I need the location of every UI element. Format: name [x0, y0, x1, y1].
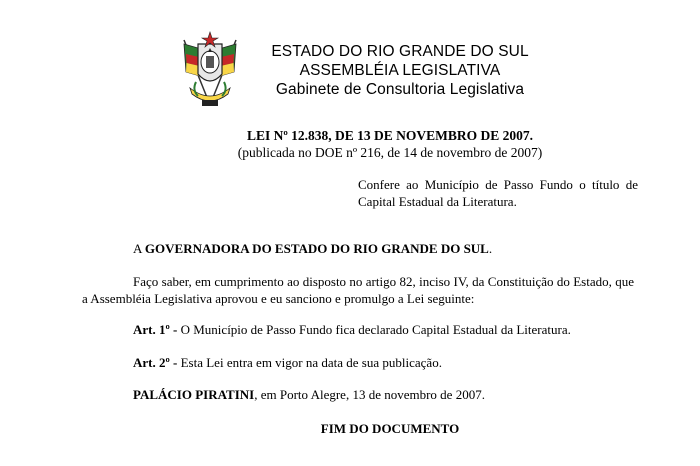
header-department: Gabinete de Consultoria Legislativa [275, 81, 525, 98]
enactment-paragraph: Faço saber, em cumprimento ao disposto no artigo 82, inciso IV, da Constituição do Estado, que a Assembléia Legislativa aprovou e eu sanciono e promulgo a Lei seguinte: [82, 274, 634, 306]
end-of-document: FIM DO DOCUMENTO [320, 421, 460, 436]
article-1-text: O Município de Passo Fundo fica declarado Capital Estadual da Literatura. [177, 322, 571, 337]
header-state: ESTADO DO RIO GRANDE DO SUL [271, 43, 529, 60]
governadora-line [133, 240, 492, 257]
law-title: LEI Nº 12.838, DE 13 DE NOVEMBRO DE 2007. [246, 128, 534, 143]
governadora-prefix: A [133, 241, 145, 256]
governadora-title: GOVERNADORA DO ESTADO DO RIO GRANDE DO SUL [144, 241, 489, 256]
article-1 [133, 321, 571, 338]
palacio-label: PALÁCIO PIRATINI [133, 387, 255, 402]
article-1-label: Art. 1º - [133, 322, 178, 337]
law-summary: Confere ao Município de Passo Fundo o título de Capital Estadual da Literatura. [358, 177, 638, 209]
signature-place-date [133, 386, 485, 403]
article-2-label: Art. 2º - [133, 355, 178, 370]
header-assembly: ASSEMBLÉIA LEGISLATIVA [299, 62, 501, 79]
governadora-suffix: . [488, 241, 493, 256]
letterhead [248, 42, 552, 99]
article-2 [133, 354, 442, 371]
law-publication: (publicada no DOE nº 216, de 14 de novembro de 2007) [237, 145, 543, 160]
palacio-text: , em Porto Alegre, 13 de novembro de 2007. [254, 387, 485, 402]
article-2-text: Esta Lei entra em vigor na data de sua publicação. [177, 355, 442, 370]
coat-of-arms-icon [178, 30, 242, 110]
